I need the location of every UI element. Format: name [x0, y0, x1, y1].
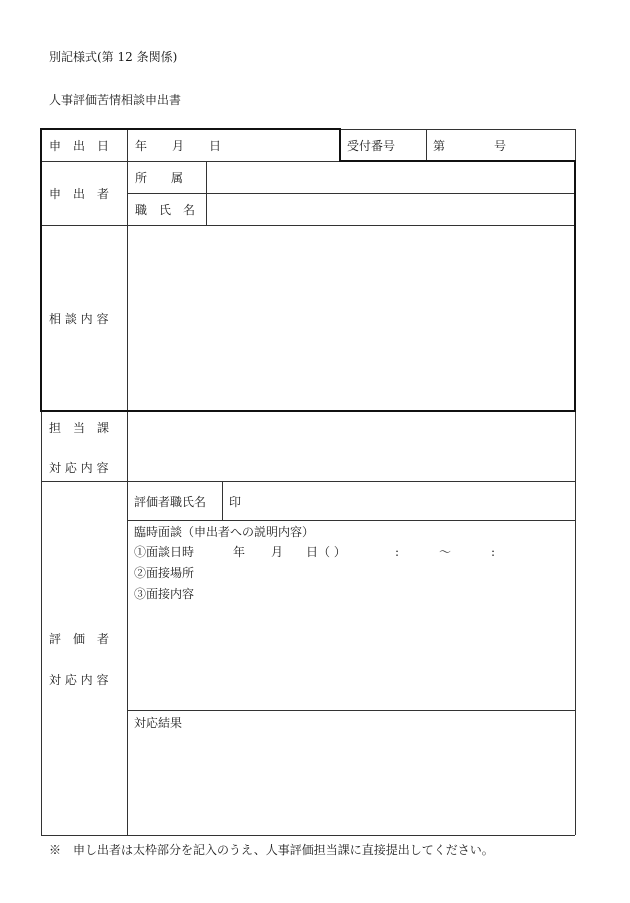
bold-frame-step-vertical: [339, 128, 341, 162]
row-divider-evaluator-name: [127, 520, 575, 521]
affiliation-label: 所 属: [135, 171, 184, 185]
interview-heading: 臨時面談（申出者への説明内容）: [134, 525, 315, 539]
interview-day: 日（ ）: [306, 545, 346, 559]
interview-month: 月: [271, 545, 284, 559]
bold-frame-left: [40, 128, 42, 412]
reception-number-label: 受付番号: [347, 139, 396, 153]
applicant-subcolumn-divider: [206, 161, 207, 225]
row-divider-applicant: [41, 225, 575, 226]
name-title-label: 職 氏 名: [135, 203, 196, 217]
apply-date-day: 日: [209, 139, 222, 153]
section-label: 担 当 課: [49, 421, 110, 435]
apply-date-year: 年: [135, 139, 148, 153]
seal-label: 印: [229, 495, 242, 509]
evaluator-label: 評 価 者: [49, 632, 110, 646]
form-reference: 別記様式(第 12 条関係): [49, 50, 178, 64]
page-title: 人事評価苦情相談申出書: [49, 93, 182, 107]
reception-number-prefix: 第: [433, 139, 446, 153]
evaluator-response-label: 対 応 内 容: [49, 673, 109, 687]
label-column-divider: [127, 129, 128, 835]
interview-start-colon: :: [395, 545, 400, 559]
bold-frame-right: [574, 160, 576, 412]
evaluator-name-label: 評価者職氏名: [134, 495, 207, 509]
interview-content-label: ③面接内容: [134, 587, 195, 601]
consultation-label: 相 談 内 容: [49, 312, 109, 326]
row-divider-interview: [127, 710, 575, 711]
bold-frame-top: [40, 128, 341, 130]
interview-place-label: ②面接場所: [134, 566, 195, 580]
interview-tilde: 〜: [439, 545, 452, 559]
row-divider-section: [41, 481, 575, 482]
reception-number-suffix: 号: [494, 139, 507, 153]
interview-datetime-label: ①面談日時: [134, 545, 195, 559]
interview-end-colon: :: [491, 545, 496, 559]
row-divider-affiliation: [127, 193, 575, 194]
footnote: ※ 申し出者は太枠部分を記入のうえ、人事評価担当課に直接提出してください。: [49, 843, 494, 857]
bold-frame-bottom: [40, 410, 576, 412]
result-label: 対応結果: [134, 716, 183, 730]
apply-date-label: 申 出 日: [49, 139, 110, 153]
section-response-label: 対 応 内 容: [49, 461, 109, 475]
table-bottom-border: [41, 835, 575, 836]
reception-number-divider: [426, 129, 427, 161]
apply-date-month: 月: [172, 139, 185, 153]
seal-divider: [222, 481, 223, 520]
bold-frame-step-horizontal: [339, 160, 576, 162]
interview-year: 年: [233, 545, 246, 559]
applicant-label: 申 出 者: [49, 187, 110, 201]
